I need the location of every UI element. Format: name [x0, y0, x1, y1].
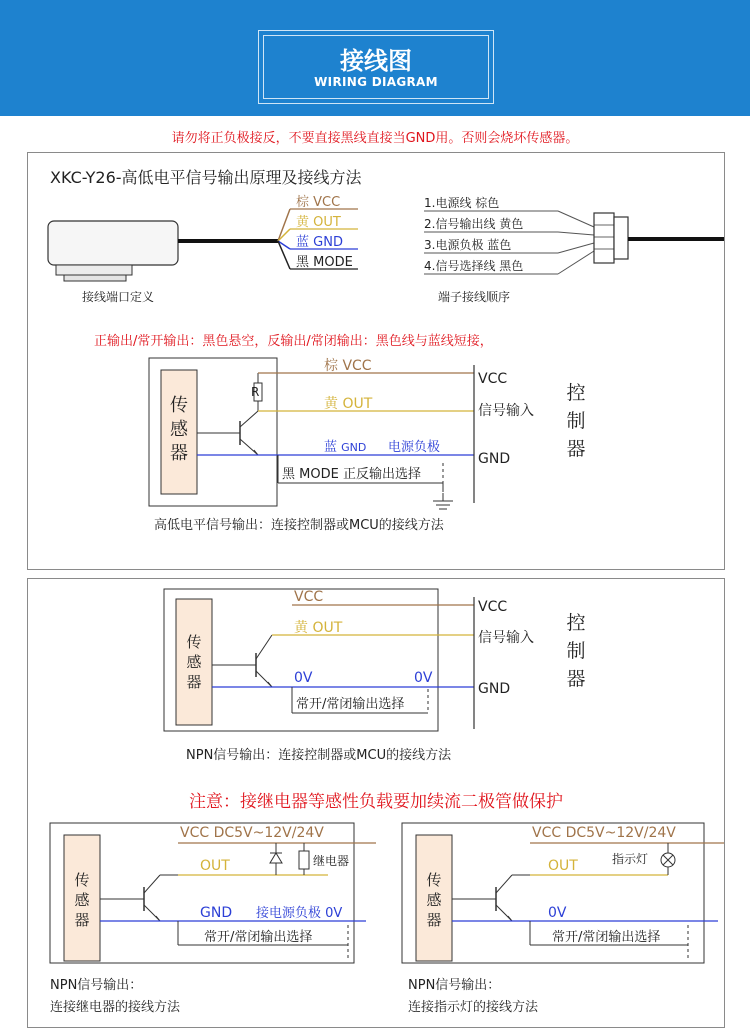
controller-label-1: 控 — [566, 382, 586, 404]
lamp-icon — [661, 843, 675, 875]
ground-icon — [433, 493, 453, 509]
npn-gnd-left: 0V — [294, 670, 313, 686]
lamp-select-note: 常开/常闭输出选择 — [552, 930, 661, 945]
lamp-sensor-label-2: 感 — [426, 891, 442, 909]
mode-note: 正输出/常开输出：黑色悬空，反输出/常闭输出：黑色线与蓝线短接， — [94, 334, 493, 349]
panel-npn-output — [27, 578, 725, 1028]
lamp-out-label: OUT — [548, 858, 578, 874]
sensor-caption: 接线端口定义 — [82, 290, 155, 304]
npn-terminal-signal: 信号输入 — [478, 630, 534, 646]
npn-vcc-label: VCC — [294, 589, 324, 605]
wire-label-yellow: 黄 OUT — [296, 215, 341, 230]
vcc-wire-label: 棕 VCC — [324, 358, 372, 374]
pin-item-1: 1.电源线 棕色 — [424, 196, 500, 210]
npn-controller-label-2: 制 — [566, 640, 586, 662]
relay-out-label: OUT — [200, 858, 230, 874]
wiring-principle-diagram — [28, 153, 724, 569]
pin-item-3: 3.电源负极 蓝色 — [424, 238, 512, 252]
npn-terminal-gnd: GND — [478, 681, 511, 697]
lamp-sensor-label-3: 器 — [426, 911, 442, 929]
sensor-label-2: 感 — [170, 419, 188, 440]
resistor-label: R — [251, 385, 260, 399]
lamp-gnd-label: 0V — [548, 905, 567, 921]
lamp-caption-2: 连接指示灯的接线方法 — [408, 1000, 539, 1015]
terminal-gnd: GND — [478, 451, 511, 467]
inductive-load-notice: 注意：接继电器等感性负载要加续流二极管做保护 — [189, 792, 563, 812]
wire-label-black: 黑 MODE — [296, 255, 353, 270]
out-wire-label: 黄 OUT — [324, 396, 373, 412]
pin-caption: 端子接线顺序 — [438, 290, 511, 304]
lamp-transistor-icon — [452, 875, 512, 921]
mode-wire-label: 黑 MODE 正反输出选择 — [282, 467, 421, 482]
lamp-caption-1: NPN信号输出： — [408, 978, 501, 993]
npn-controller-label-1: 控 — [566, 612, 586, 634]
controller-label-2: 制 — [566, 410, 586, 432]
wire-label-blue: 蓝 GND — [296, 235, 343, 250]
gnd-wire-label: 蓝 GND — [324, 440, 367, 455]
connector-icon — [594, 213, 628, 263]
panel1-caption: 高低电平信号输出：连接控制器或MCU的接线方法 — [154, 518, 444, 533]
gnd-note: 电源负极 — [388, 440, 441, 455]
pin-item-2: 2.信号输出线 黄色 — [424, 217, 524, 231]
panel1-title: XKC-Y26-高低电平信号输出原理及接线方法 — [50, 168, 362, 187]
npn-controller-label-3: 器 — [566, 668, 586, 690]
relay-sensor-label-2: 感 — [74, 891, 90, 909]
sensor-body-icon — [48, 221, 178, 281]
npn-sensor-label-1: 传 — [186, 633, 202, 651]
header-banner — [0, 0, 750, 116]
npn-out-label: 黄 OUT — [294, 620, 343, 636]
brown-wire — [278, 209, 290, 241]
npn-sensor-label-3: 器 — [186, 673, 202, 691]
relay-gnd-label: GND — [200, 905, 233, 921]
relay-caption-1: NPN信号输出： — [50, 978, 143, 993]
relay-sensor-label-3: 器 — [74, 911, 90, 929]
lamp-vcc-label: VCC DC5V~12V/24V — [532, 825, 676, 841]
relay-sensor-label-1: 传 — [74, 871, 90, 889]
terminal-vcc: VCC — [478, 371, 508, 387]
lamp-sensor-label-1: 传 — [426, 871, 442, 889]
npn-terminal-vcc: VCC — [478, 599, 508, 615]
page-subtitle: WIRING DIAGRAM — [314, 75, 438, 89]
relay-coil-icon — [299, 843, 309, 875]
wire-label-brown: 棕 VCC — [296, 195, 341, 210]
lamp-load-label: 指示灯 — [612, 852, 649, 866]
relay-load-label: 继电器 — [313, 854, 350, 868]
relay-vcc-label: VCC DC5V~12V/24V — [180, 825, 324, 841]
transistor-icon — [197, 411, 258, 455]
npn-transistor-icon — [212, 635, 272, 687]
diode-icon — [270, 843, 282, 875]
relay-caption-2: 连接继电器的接线方法 — [50, 1000, 181, 1015]
npn-sensor-label-2: 感 — [186, 653, 202, 671]
relay-transistor-icon — [100, 875, 160, 921]
npn-output-diagram — [28, 579, 724, 1027]
sensor-label-1: 传 — [170, 395, 188, 416]
relay-gnd-note: 接电源负极 0V — [256, 906, 343, 921]
page-title: 接线图 — [340, 47, 412, 75]
pin-item-4: 4.信号选择线 黑色 — [424, 259, 524, 273]
npn-select-note: 常开/常闭输出选择 — [296, 697, 405, 712]
panel-wiring-principle — [27, 152, 725, 570]
relay-select-note: 常开/常闭输出选择 — [204, 930, 313, 945]
sensor-label-3: 器 — [170, 443, 188, 464]
banner-frame — [258, 30, 494, 104]
npn-gnd-right: 0V — [414, 670, 433, 686]
terminal-signal: 信号输入 — [478, 403, 534, 419]
warning-text: 请勿将正负极接反，不要直接黑线直接当GND用。否则会烧坏传感器。 — [171, 131, 579, 146]
controller-label-3: 器 — [566, 438, 586, 460]
panel2-caption: NPN信号输出：连接控制器或MCU的接线方法 — [186, 748, 452, 763]
